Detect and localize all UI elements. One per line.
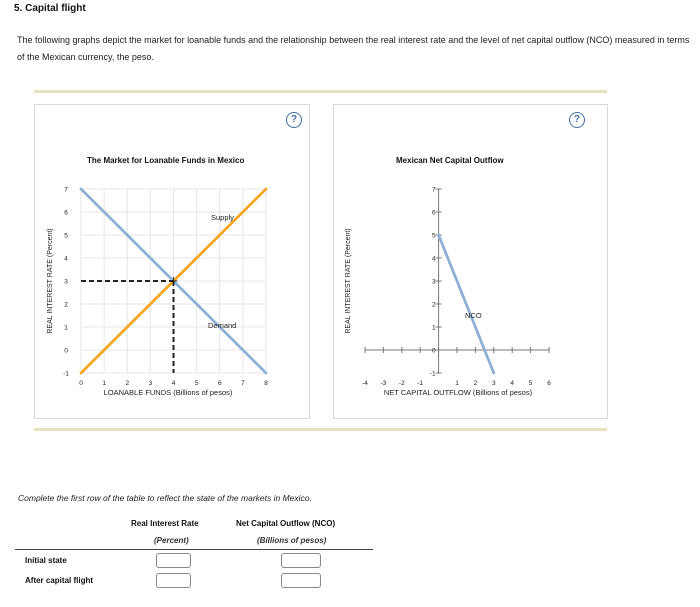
loanable-funds-panel <box>34 104 310 419</box>
demand-label: Demand <box>208 321 237 330</box>
loanable-funds-chart[interactable] <box>35 105 309 418</box>
y-tick-label: 6 <box>64 209 68 217</box>
x-tick-label: 5 <box>194 380 199 387</box>
y-tick-label: -1 <box>429 370 436 378</box>
nco-label: NCO <box>465 311 482 320</box>
x-tick-label: 3 <box>491 380 496 387</box>
x-tick-label: 0 <box>79 380 83 387</box>
y-tick-label: -1 <box>63 370 69 378</box>
nco-chart[interactable] <box>334 105 607 418</box>
loanable-funds-title: The Market for Loanable Funds in Mexico <box>87 156 245 165</box>
row-label-after: After capital flight <box>25 576 94 585</box>
question-intro: The following graphs depict the market for loanable funds and the relationship between the real interest rate and the level of net capital outflow (NCO) measured in terms of the Mexican currency, the peso. <box>17 35 690 62</box>
x-tick-label: 2 <box>125 380 130 387</box>
y-axis-label: REAL INTEREST RATE (Percent) <box>47 228 54 334</box>
initial-nco-input[interactable] <box>281 553 321 568</box>
table-header-rule <box>15 549 373 550</box>
y-axis-label: REAL INTEREST RATE (Percent) <box>345 228 352 334</box>
nco-curve[interactable] <box>439 235 494 373</box>
divider-top <box>34 90 607 93</box>
after-rate-input[interactable] <box>156 573 191 588</box>
y-tick-label: 1 <box>431 324 436 332</box>
y-tick-label: 2 <box>431 301 436 309</box>
y-tick-label: 4 <box>431 255 436 263</box>
x-tick-label: 1 <box>455 380 459 387</box>
x-tick-label: -1 <box>417 380 424 387</box>
question-title: 5. Capital flight <box>14 3 86 14</box>
y-tick-label: 5 <box>64 232 68 240</box>
x-tick-label: 8 <box>264 380 268 387</box>
instruction-text: Complete the first row of the table to reflect the state of the markets in Mexico. <box>18 493 312 503</box>
y-tick-label: 3 <box>431 278 436 286</box>
col-nco-header: Net Capital Outflow (NCO) <box>236 519 336 528</box>
after-nco-input[interactable] <box>281 573 321 588</box>
y-tick-label: 4 <box>64 255 68 263</box>
x-tick-label: 4 <box>171 380 176 387</box>
col-rate-header: Real Interest Rate <box>131 519 199 528</box>
x-tick-label: 7 <box>241 380 245 387</box>
divider-bottom <box>34 428 607 431</box>
y-tick-label: 2 <box>64 301 68 309</box>
x-tick-label: -2 <box>398 380 405 387</box>
col-nco-subheader: (Billions of pesos) <box>257 536 327 545</box>
row-label-initial: Initial state <box>25 556 67 565</box>
x-tick-label: 4 <box>510 380 515 387</box>
nco-panel <box>333 104 608 419</box>
y-tick-label: 3 <box>64 278 68 286</box>
x-tick-label: 6 <box>547 380 551 387</box>
nco-title: Mexican Net Capital Outflow <box>396 156 504 165</box>
x-tick-label: -4 <box>362 380 368 387</box>
x-tick-label: 1 <box>102 380 106 387</box>
x-tick-label: 5 <box>528 380 533 387</box>
supply-label: Supply <box>211 213 234 222</box>
y-tick-label: 5 <box>431 232 436 240</box>
x-tick-label: -3 <box>380 380 387 387</box>
y-tick-label: 0 <box>64 347 68 355</box>
x-tick-label: 6 <box>217 380 222 387</box>
x-axis-label: NET CAPITAL OUTFLOW (Billions of pesos) <box>383 388 533 397</box>
help-icon[interactable]: ? <box>569 112 585 128</box>
x-tick-label: 3 <box>148 380 153 387</box>
y-tick-label: 1 <box>64 324 68 332</box>
help-icon[interactable]: ? <box>286 112 302 128</box>
y-tick-label: 6 <box>431 209 436 217</box>
x-axis-label: LOANABLE FUNDS (Billions of pesos) <box>103 388 233 397</box>
y-tick-label: 0 <box>431 347 436 355</box>
initial-rate-input[interactable] <box>156 553 191 568</box>
col-rate-subheader: (Percent) <box>154 536 189 545</box>
y-tick-label: 7 <box>431 186 436 194</box>
x-tick-label: 2 <box>473 380 478 387</box>
y-tick-label: 7 <box>64 186 68 194</box>
